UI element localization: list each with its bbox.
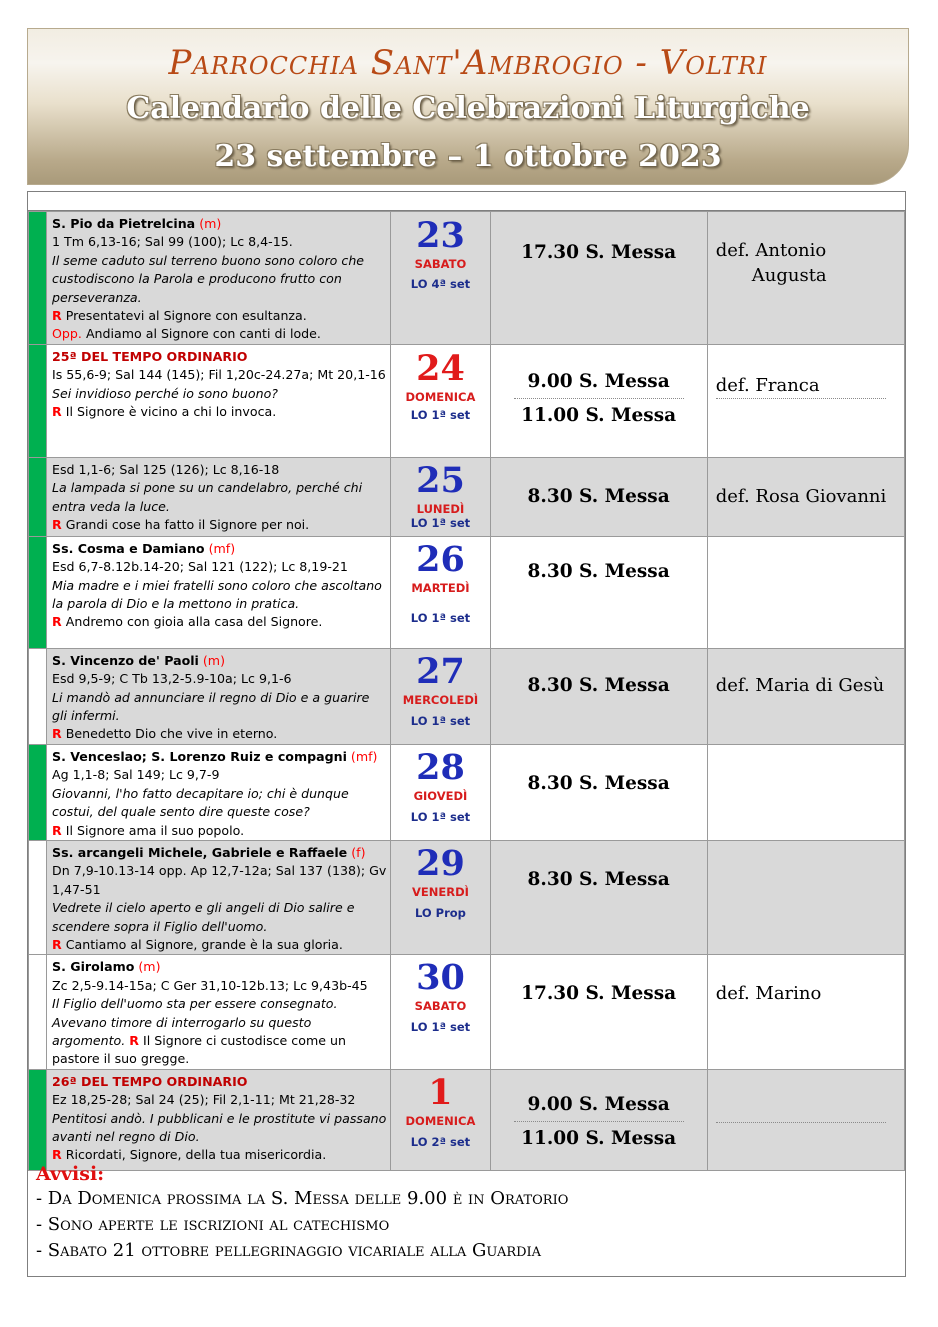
liturgy-hours: LO 1ª set	[410, 713, 471, 728]
antiphon: Sei invidioso perché io sono buono?	[52, 385, 278, 401]
celebration-title: S. Vincenzo de' Paoli	[52, 652, 199, 668]
mass-time: 17.30 S. Messa	[521, 242, 677, 263]
antiphon: Il seme caduto sul terreno buono sono coloro che custodiscono la Parola e producono frutto con perseveranza.	[52, 252, 365, 305]
date-cell	[391, 1069, 490, 1170]
alternate-response: Andiamo al Signore con canti di lode.	[85, 326, 321, 342]
liturgical-color-bar	[29, 648, 47, 744]
celebration-title: S. Girolamo	[52, 959, 135, 975]
intention-separator	[716, 1122, 886, 1123]
day-number: 23	[416, 215, 465, 256]
readings: Ag 1,1-8; Sal 149; Lc 9,7-9	[52, 767, 220, 783]
mass-cell	[490, 1069, 707, 1170]
notices-title: Avvisi:	[36, 1163, 105, 1185]
day-name: DOMENICA	[405, 1113, 476, 1128]
mass-time: 8.30 S. Messa	[527, 560, 670, 582]
liturgical-color-bar	[29, 344, 47, 457]
day-number: 25	[416, 459, 465, 501]
date-cell	[391, 840, 490, 954]
response: Cantiamo al Signore, grande è la sua gloria.	[65, 936, 343, 952]
intention-cell	[707, 744, 904, 840]
day-name: MARTEDÌ	[411, 580, 470, 595]
day-name: LUNEDÌ	[416, 501, 465, 516]
readings: Dn 7,9-10.13-14 opp. Ap 12,7-12a; Sal 137 (138); Gv 1,47-51	[52, 863, 387, 897]
liturgical-color-bar	[29, 840, 47, 954]
intention-cell	[707, 212, 904, 345]
antiphon: Pentitosi andò. I pubblicani e le prostitute vi passano avanti nel regno di Dio.	[52, 1110, 387, 1144]
liturgical-color-bar	[29, 536, 47, 648]
mass-time: 8.30 S. Messa	[527, 674, 670, 696]
readings-cell	[47, 457, 391, 536]
liturgy-hours: LO 1ª set	[410, 809, 471, 824]
liturgy-hours: LO 4ª set	[410, 277, 471, 291]
readings: Zc 2,5-9.14-15a; C Ger 31,10-12b.13; Lc 9,43b-45	[52, 977, 368, 993]
readings: Is 55,6-9; Sal 144 (145); Fil 1,20c-24.27a; Mt 20,1-16	[52, 367, 386, 383]
notice-item: - Da Domenica prossima la S. Messa delle 9.00 è in Oratorio	[36, 1188, 569, 1209]
celebration-title: Ss. Cosma e Damiano	[52, 540, 205, 556]
intention-separator	[716, 398, 886, 399]
mass-cell	[490, 457, 707, 536]
day-row-28	[29, 744, 905, 840]
calendar-subtitle: Calendario delle Celebrazioni Liturgiche	[126, 91, 810, 126]
response-label: R	[52, 822, 62, 838]
mass-cell	[490, 840, 707, 954]
response: Andremo con gioia alla casa del Signore.	[65, 614, 323, 630]
day-number: 26	[416, 538, 465, 580]
mass-separator	[514, 398, 684, 399]
mass-time: 8.30 S. Messa	[527, 485, 670, 507]
day-name: MERCOLEDÌ	[402, 692, 479, 707]
liturgy-hours: LO 1ª set	[410, 407, 471, 422]
readings-cell	[47, 648, 391, 744]
day-row-29	[29, 840, 905, 954]
readings: 1 Tm 6,13-16; Sal 99 (100); Lc 8,4-15.	[52, 234, 293, 250]
liturgical-color-bar	[29, 744, 47, 840]
date-cell	[391, 744, 490, 840]
response-label: R	[52, 404, 62, 420]
readings-cell	[47, 212, 391, 345]
intention-cell	[707, 344, 904, 457]
day-number: 1	[428, 1071, 453, 1113]
celebration-title: S. Pio da Pietrelcina	[52, 216, 196, 231]
alternate-label: Opp.	[52, 326, 82, 342]
intention: def. Maria di Gesù	[715, 674, 885, 696]
day-row-25	[29, 457, 905, 536]
mass-time: 11.00 S. Messa	[521, 404, 677, 426]
day-number: 28	[416, 746, 465, 788]
liturgical-color-bar	[29, 212, 47, 345]
mass-time: 8.30 S. Messa	[527, 772, 670, 794]
response-label: R	[52, 1147, 62, 1163]
liturgy-hours: LO 2ª set	[410, 1134, 471, 1149]
intention-cell	[707, 536, 904, 648]
date-cell	[391, 212, 490, 345]
response: Il Signore è vicino a chi lo invoca.	[65, 404, 277, 420]
celebrations-table	[28, 211, 905, 1171]
response: Ricordati, Signore, della tua misericordia.	[65, 1147, 327, 1163]
response-label: R	[52, 726, 62, 742]
readings-cell	[47, 840, 391, 954]
day-row-1	[29, 1069, 905, 1170]
antiphon: La lampada si pone su un candelabro, perché chi entra veda la luce.	[52, 480, 363, 514]
liturgical-color-bar	[29, 1069, 47, 1170]
response: Benedetto Dio che vive in eterno.	[65, 726, 278, 742]
antiphon: Giovanni, l'ho fatto decapitare io; chi è dunque costui, del quale sento dire queste cose?	[52, 785, 349, 820]
day-name: SABATO	[414, 257, 467, 271]
intention: def. Antonio	[715, 240, 827, 261]
mass-time: 9.00 S. Messa	[527, 1093, 670, 1115]
response: Il Signore ama il suo popolo.	[65, 822, 245, 838]
readings: Esd 1,1-6; Sal 125 (126); Lc 8,16-18	[52, 461, 280, 477]
readings: Esd 6,7-8.12b.14-20; Sal 121 (122); Lc 8,19-21	[52, 559, 348, 575]
intention-cell	[707, 648, 904, 744]
parish-title: Parrocchia Sant'Ambrogio - Voltri	[168, 43, 768, 83]
intention: def. Marino	[715, 983, 822, 1005]
date-cell	[391, 457, 490, 536]
readings-cell	[47, 536, 391, 648]
intention: Augusta	[751, 265, 827, 286]
date-cell	[391, 344, 490, 457]
mass-time: 11.00 S. Messa	[521, 1127, 677, 1149]
antiphon: Il Figlio dell'uomo sta per essere consegnato. Avevano timore di interrogarlo su questo argomento.	[52, 996, 338, 1048]
day-name: SABATO	[414, 999, 467, 1014]
intention: def. Rosa Giovanni	[715, 485, 887, 507]
mass-cell	[490, 744, 707, 840]
response-label: R	[52, 308, 62, 324]
day-row-23	[29, 212, 905, 345]
day-number: 27	[416, 650, 465, 692]
celebration-title: 26ª DEL TEMPO ORDINARIO	[52, 1073, 248, 1089]
day-name: GIOVEDÌ	[413, 788, 468, 803]
mass-time: 9.00 S. Messa	[527, 370, 670, 392]
day-row-24	[29, 344, 905, 457]
date-cell	[391, 536, 490, 648]
day-name: VENERDÌ	[412, 884, 469, 899]
celebration-title: S. Venceslao; S. Lorenzo Ruiz e compagni	[52, 748, 347, 764]
calendar-sheet	[27, 191, 906, 1277]
response-label: R	[129, 1032, 139, 1048]
celebration-rank: (m)	[199, 216, 222, 231]
celebration-rank: (mf)	[208, 540, 236, 556]
notice-item: - Sabato 21 ottobre pellegrinaggio vicariale alla Guardia	[36, 1240, 542, 1261]
readings-cell	[47, 955, 391, 1069]
day-row-30	[29, 955, 905, 1069]
intention-cell	[707, 955, 904, 1069]
date-cell	[391, 648, 490, 744]
readings-cell	[47, 744, 391, 840]
celebration-rank: (m)	[202, 652, 225, 668]
response: Grandi cose ha fatto il Signore per noi.	[65, 517, 310, 533]
liturgy-hours: LO Prop	[414, 905, 466, 920]
mass-time: 8.30 S. Messa	[527, 868, 670, 890]
celebration-title: 25ª DEL TEMPO ORDINARIO	[52, 348, 248, 364]
mass-cell	[490, 536, 707, 648]
mass-separator	[514, 1121, 684, 1122]
celebration-rank: (f)	[351, 844, 366, 860]
intention-cell	[707, 1069, 904, 1170]
antiphon: Mia madre e i miei fratelli sono coloro che ascoltano la parola di Dio e la mettono in pratica.	[52, 577, 382, 612]
day-row-27	[29, 648, 905, 744]
readings-cell	[47, 344, 391, 457]
liturgy-hours: LO 1ª set	[410, 610, 471, 625]
celebration-title: Ss. arcangeli Michele, Gabriele e Raffaele	[52, 844, 348, 860]
liturgical-color-bar	[29, 457, 47, 536]
liturgy-hours: LO 1ª set	[410, 1020, 471, 1035]
mass-cell	[490, 955, 707, 1069]
celebration-rank: (mf)	[350, 748, 378, 764]
liturgy-hours: LO 1ª set	[410, 515, 471, 530]
notices	[36, 1162, 896, 1264]
mass-cell	[490, 648, 707, 744]
liturgical-color-bar	[29, 955, 47, 1069]
response-label: R	[52, 517, 62, 533]
page-header	[27, 28, 909, 185]
mass-time: 17.30 S. Messa	[521, 983, 677, 1005]
day-number: 29	[416, 842, 465, 884]
readings-cell	[47, 1069, 391, 1170]
mass-cell	[490, 212, 707, 345]
celebration-rank: (m)	[138, 959, 161, 975]
notice-item: - Sono aperte le iscrizioni al catechismo	[36, 1214, 390, 1235]
response: Il Signore ci custodisce come un pastore il suo gregge.	[52, 1032, 346, 1067]
date-cell	[391, 955, 490, 1069]
intention: def. Franca	[715, 374, 820, 396]
intention-cell	[707, 457, 904, 536]
intention-cell	[707, 840, 904, 954]
response-label: R	[52, 614, 62, 630]
day-row-26	[29, 536, 905, 648]
day-name: DOMENICA	[405, 389, 476, 404]
response: Presentatevi al Signore con esultanza.	[65, 308, 307, 324]
date-range: 23 settembre – 1 ottobre 2023	[214, 139, 722, 174]
response-label: R	[52, 936, 62, 952]
antiphon: Li mandò ad annunciare il regno di Dio e a guarire gli infermi.	[52, 689, 370, 724]
antiphon: Vedrete il cielo aperto e gli angeli di Dio salire e scendere sopra il Figlio dell'uomo.	[52, 900, 355, 934]
day-number: 24	[416, 347, 465, 389]
mass-cell	[490, 344, 707, 457]
readings: Ez 18,25-28; Sal 24 (25); Fil 2,1-11; Mt 21,28-32	[52, 1092, 356, 1108]
readings: Esd 9,5-9; C Tb 13,2-5.9-10a; Lc 9,1-6	[52, 671, 292, 687]
day-number: 30	[416, 957, 465, 999]
